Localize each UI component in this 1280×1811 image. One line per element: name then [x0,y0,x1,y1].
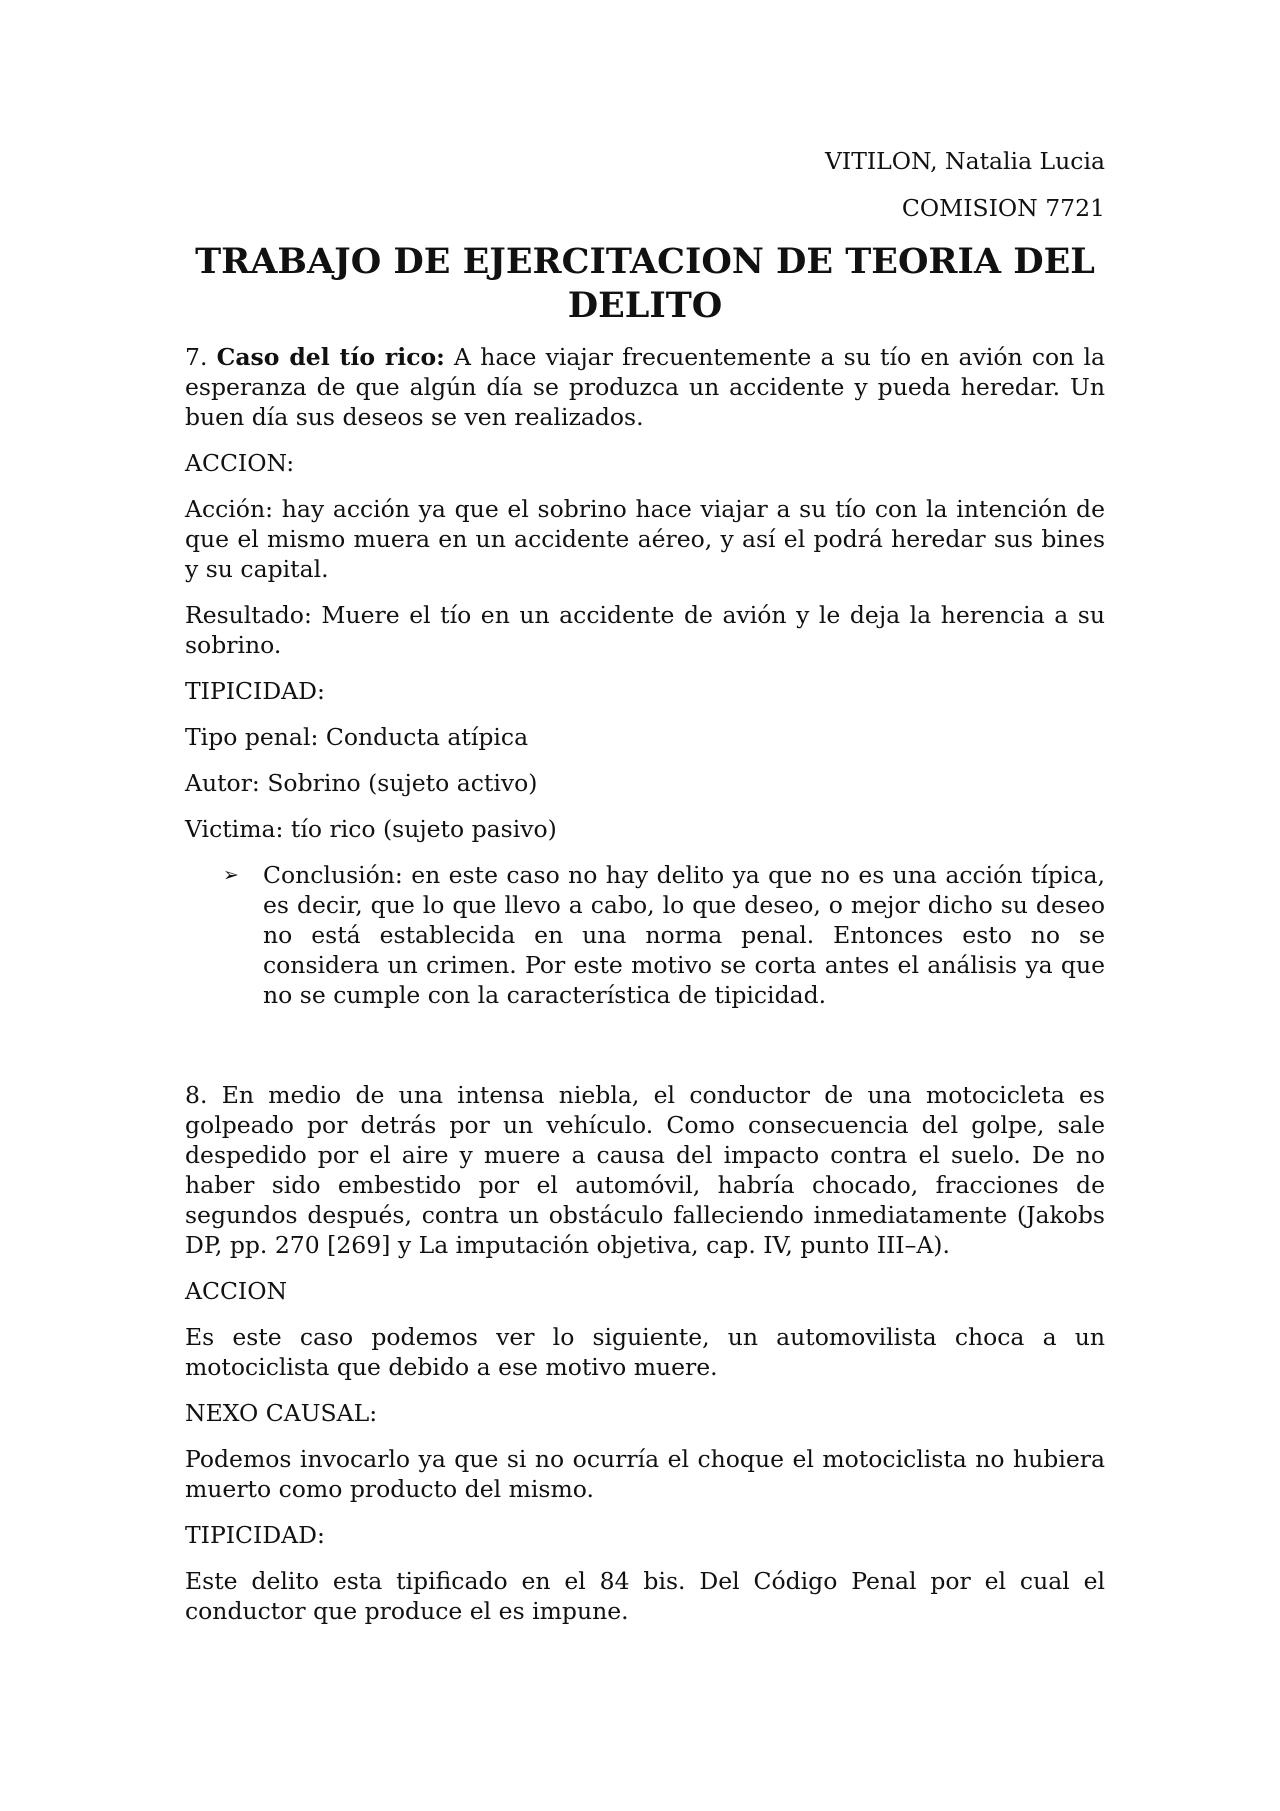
title-line-1: TRABAJO DE EJERCITACION DE TEORIA DEL [195,241,1095,282]
case-7-number: 7. [185,343,208,371]
case-8-nexo-text: Podemos invocarlo ya que si no ocurría el choque el motociclista no hubiera muerto como producto del mismo. [185,1445,1105,1503]
case-8-nexo-heading: NEXO CAUSAL: [185,1399,378,1427]
case-7-autor: Autor: Sobrino (sujeto activo) [185,769,538,797]
case-7-tipo-penal: Tipo penal: Conducta atípica [185,723,529,751]
commission-number: COMISION 7721 [901,194,1105,222]
case-8-tipicidad-heading: TIPICIDAD: [185,1521,325,1549]
case-7-accion-heading: ACCION: [185,449,295,477]
document-page [185,146,1105,1642]
title-line-2: DELITO [567,285,723,326]
case-7-resultado-text: Resultado: Muere el tío en un accidente de avión y le deja la herencia a su sobrino. [185,601,1105,659]
document-title [185,240,1105,328]
case-8-tipicidad-text: Este delito esta tipificado en el 84 bis. Del Código Penal por el cual el conductor que produce el es impune. [185,1567,1105,1625]
case-7-statement [185,342,1105,432]
author-name: VITILON, Natalia Lucia [824,147,1105,175]
case-7-victima: Victima: tío rico (sujeto pasivo) [185,815,557,843]
case-7-conclusion-bullet [185,860,1105,1010]
section-spacer [185,1026,1105,1080]
arrow-bullet-icon: ➢ [223,864,239,886]
case-7-text: A hace viajar frecuentemente a su tío en avión con la esperanza de que algún día se produzca un accidente y pueda heredar. Un buen día sus deseos se ven realizados. [185,343,1105,431]
case-8-accion-text: Es este caso podemos ver lo siguiente, un automovilista choca a un motociclista que debido a ese motivo muere. [185,1323,1105,1381]
case-7-tipicidad-heading: TIPICIDAD: [185,677,325,705]
case-7-accion-text: Acción: hay acción ya que el sobrino hace viajar a su tío con la intención de que el mismo muera en un accidente aéreo, y así el podrá heredar sus bines y su capital. [185,495,1105,583]
case-7-conclusion-text: Conclusión: en este caso no hay delito ya que no es una acción típica, es decir, que lo que llevo a cabo, lo que deseo, o mejor dicho su deseo no está establecida en una norma penal. Entonces esto no se considera un crimen. Por este motivo se corta antes el análisis ya que no se cumple con la característica de tipicidad. [263,861,1105,1009]
case-7-label: Caso del tío rico: [216,343,445,371]
case-8-statement: 8. En medio de una intensa niebla, el conductor de una motocicleta es golpeado por detrás por un vehículo. Como consecuencia del golpe, sale despedido por el aire y muere a causa del impacto contra el suelo. De no haber sido embestido por el automóvil, habría chocado, fracciones de segundos después, contra un obstáculo falleciendo inmediatamente (Jakobs DP, pp. 270 [269] y La imputación objetiva, cap. IV, punto III–A). [185,1081,1105,1259]
case-8-accion-heading: ACCION [185,1277,288,1305]
